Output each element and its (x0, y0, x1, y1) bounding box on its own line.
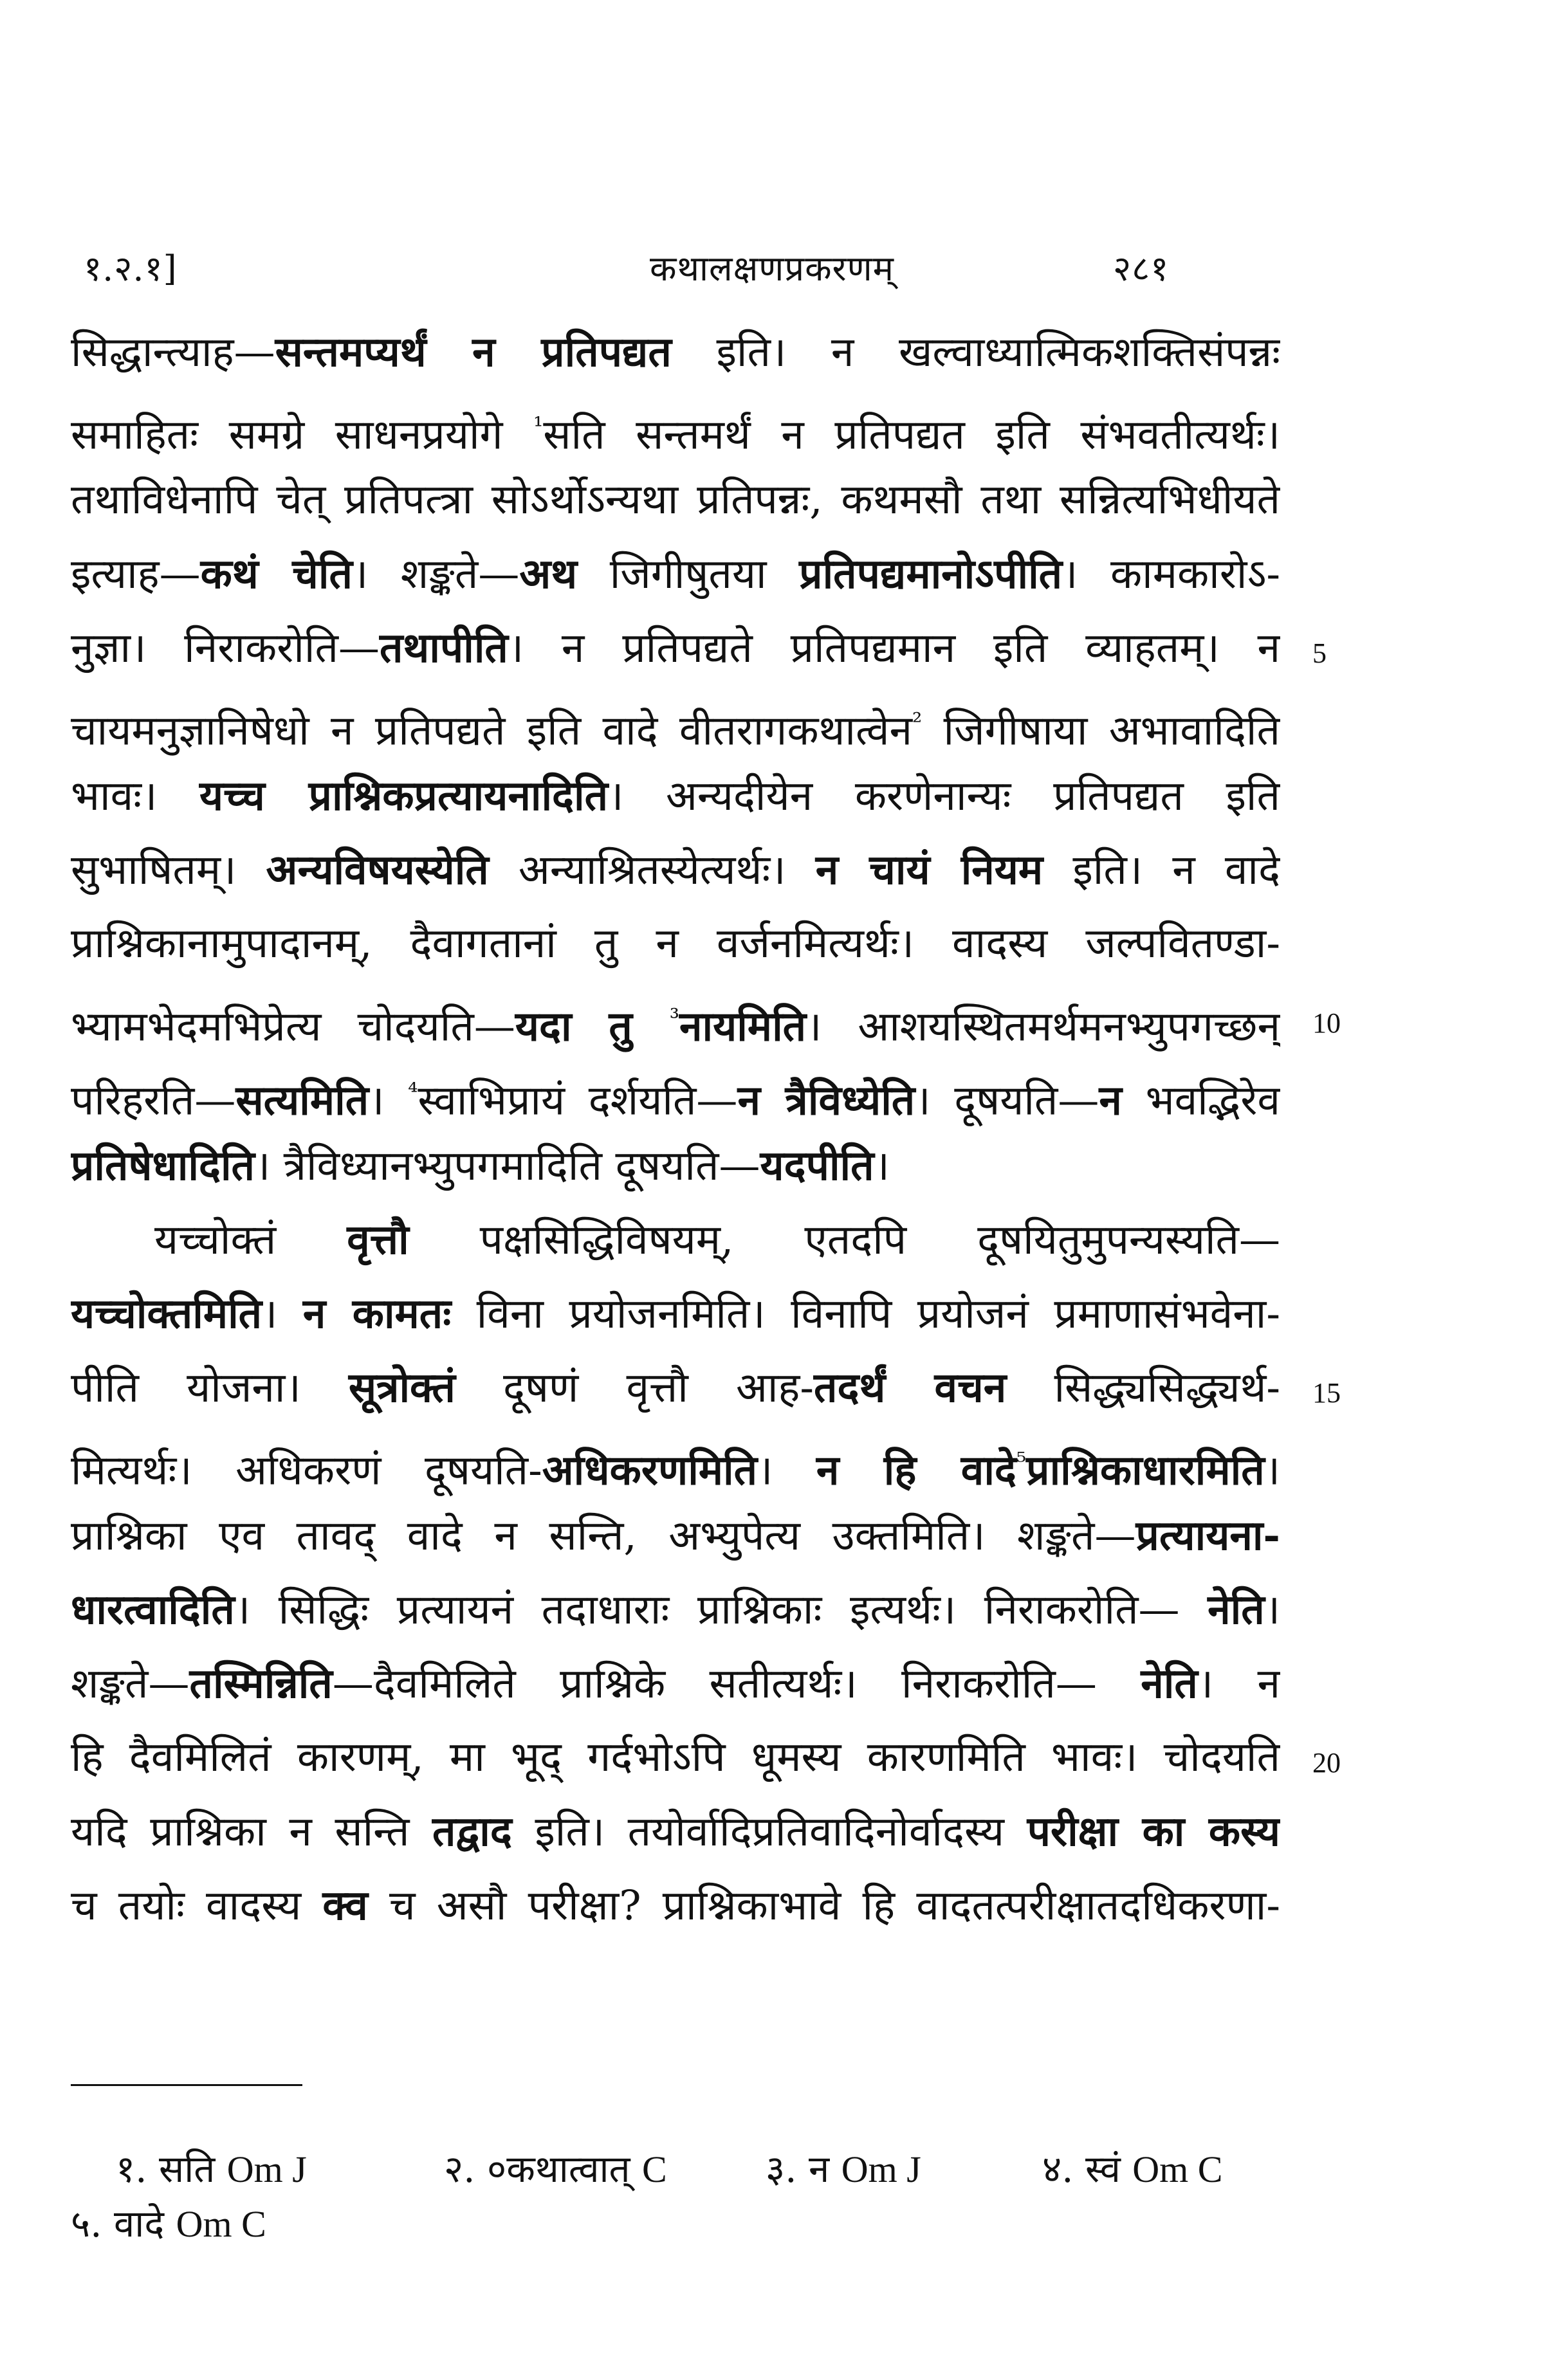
lemma-bold: यदा तु (515, 1002, 670, 1051)
text-line (71, 537, 1280, 611)
text-line (71, 1647, 1280, 1721)
text-run: । न प्रतिपद्यते प्रतिपद्यमान इति व्याहतम्। न (508, 625, 1280, 672)
text-run: । (1264, 1447, 1280, 1495)
footnote-rule (71, 2084, 302, 2086)
text-run: परिहरति— (71, 1077, 236, 1125)
footnote-marker: ⁵ (1016, 1447, 1027, 1476)
text-run: । दूषयति— (915, 1077, 1099, 1125)
line-number: 5 (1312, 637, 1327, 669)
text-line (71, 907, 1280, 981)
text-line (71, 463, 1280, 537)
footnote-item (766, 2142, 921, 2193)
lemma-bold: क्व (322, 1881, 368, 1930)
footnote-marker: ⁴ (408, 1077, 418, 1106)
text-run: । (369, 1077, 409, 1125)
lemma-bold: यच्चोक्तमिति (71, 1290, 262, 1338)
lemma-bold: तद्वाद (432, 1808, 512, 1856)
lemma-bold: नेति (1208, 1586, 1265, 1634)
text-line (71, 1869, 1280, 1943)
footnote-reading: स्वं (1073, 2147, 1133, 2191)
text-line (71, 1055, 1280, 1129)
text-run: इत्याह— (71, 551, 201, 598)
lemma-bold: न त्रैविध्येति (737, 1076, 915, 1125)
text-run: प्राश्निकानामुपादानम्, दैवागतानां तु न वर्जनमित्यर्थः। वादस्य जल्पवितण्डा- (71, 920, 1280, 967)
lemma-bold: तदर्थं वचन (814, 1364, 1007, 1412)
lemma-bold: अथ (519, 550, 578, 598)
text-run: । आशयस्थितमर्थमनभ्युपगच्छन् (806, 1003, 1280, 1051)
text-run: स्वाभिप्रायं दर्शयति— (418, 1077, 738, 1125)
lemma-bold: न (1099, 1076, 1122, 1125)
text-run: प्राश्निका एव तावद् वादे न सन्ति, अभ्युपेत्य उक्तमिति। शङ्कते— (71, 1512, 1136, 1560)
footnote-marker: ¹ (533, 412, 544, 440)
text-run: । (757, 1447, 816, 1495)
text-run: । कामकारोऽ- (1062, 551, 1280, 598)
line-number: 15 (1312, 1377, 1341, 1409)
text-run: सिद्ध्यसिद्ध्यर्थ- (1006, 1364, 1280, 1412)
lemma-bold: अन्यविषयस्येति (266, 846, 489, 894)
text-line (71, 759, 1280, 833)
footnote-siglum: C (641, 2148, 667, 2190)
line-number: 10 (1312, 1007, 1341, 1039)
text-line (71, 1203, 1280, 1277)
lemma-bold: परीक्षा का कस्य (1027, 1808, 1280, 1856)
footnote-number: १. (116, 2147, 147, 2191)
lemma-bold: प्राश्निकाधारमिति (1026, 1446, 1265, 1495)
text-run: । (874, 1142, 890, 1190)
running-title: कथालक्षणप्रकरणम् (650, 248, 894, 289)
text-run: सिद्धान्त्याह— (71, 329, 275, 376)
text-run: तथाविधेनापि चेत् प्रतिपत्त्रा सोऽर्थोऽन्यथा प्रतिपन्नः, कथमसौ तथा सन्नित्यभिधीयते (71, 476, 1280, 524)
page-section-number: १.२.१] (84, 248, 178, 289)
lemma-bold: सूत्रोक्तं (348, 1364, 455, 1412)
lemma-bold: प्रत्यायना- (1135, 1512, 1280, 1560)
footnote-marker: ² (912, 708, 923, 736)
text-run: चायमनुज्ञानिषेधो न प्रतिपद्यते इति वादे वीतरागकथात्वेन (71, 707, 913, 755)
lemma-bold: प्रतिषेधादिति (71, 1142, 255, 1190)
text-run: च तयोः वादस्य (71, 1882, 323, 1930)
text-line (71, 1129, 1280, 1203)
footnote-reading: न (796, 2147, 841, 2191)
lemma-bold: नेति (1141, 1660, 1198, 1708)
footnote-item (116, 2142, 307, 2193)
lemma-bold: सत्यमिति (235, 1076, 369, 1125)
text-line (71, 1573, 1280, 1647)
text-run: इति। तयोर्वादिप्रतिवादिनोर्वादस्य (511, 1808, 1027, 1856)
text-run: भ्यामभेदमभिप्रेत्य चोदयति— (71, 1003, 515, 1051)
lemma-bold: प्रतिपद्यमानोऽपीति (799, 550, 1063, 598)
lemma-bold: नायमिति (679, 1002, 807, 1051)
footnote-item (1042, 2142, 1222, 2193)
footnote-marker: ³ (669, 1003, 680, 1032)
text-run: दूषणं वृत्तौ आह- (455, 1364, 814, 1412)
footnote-number: ४. (1042, 2147, 1074, 2191)
text-line (71, 833, 1280, 907)
text-run: भावः। (71, 773, 200, 820)
text-run: यदि प्राश्निका न सन्ति (71, 1808, 432, 1856)
text-run: नुज्ञा। निराकरोति— (71, 625, 380, 672)
text-run: सति सन्तमर्थं न प्रतिपद्यत इति संभवतीत्यर्थः। (543, 411, 1280, 459)
text-run: यच्चोक्तं (154, 1216, 347, 1264)
footnote-siglum: Om C (176, 2203, 266, 2245)
text-run: च असौ परीक्षा? प्राश्निकाभावे हि वादतत्परीक्षातदधिकरणा- (367, 1882, 1280, 1930)
lemma-bold: यच्च प्राश्निकप्रत्यायनादिति (199, 772, 609, 820)
text-run: । (1264, 1586, 1280, 1634)
footnote-siglum: Om J (841, 2148, 921, 2190)
text-run: जिगीषुतया (577, 551, 800, 598)
text-run: जिगीषाया अभावादिति (922, 707, 1280, 755)
footnote-number: ५. (71, 2202, 102, 2246)
text-line (71, 1425, 1280, 1499)
footnote-reading: सति (147, 2147, 227, 2191)
text-run: भवद्भिरेव (1121, 1077, 1280, 1125)
text-run: इति। न वादे (1043, 847, 1280, 894)
text-line (71, 1351, 1280, 1425)
page-number: २८१ (1113, 248, 1170, 289)
text-run: । सिद्धिः प्रत्यायनं तदाधाराः प्राश्निकाः इत्यर्थः। निराकरोति— (234, 1586, 1208, 1634)
lemma-bold: यदपीति (760, 1142, 874, 1190)
text-line (71, 685, 1280, 759)
text-run: —दैवमिलिते प्राश्निके सतीत्यर्थः। निराकरोति— (332, 1660, 1141, 1708)
text-run: विना प्रयोजनमिति। विनापि प्रयोजनं प्रमाणासंभवेना- (451, 1290, 1280, 1338)
text-run: समाहितः समग्रे साधनप्रयोगे (71, 411, 534, 459)
footnote-reading: ०कथात्वात् (475, 2147, 642, 2191)
text-line (71, 1721, 1280, 1795)
text-line (71, 1795, 1280, 1869)
text-run: । त्रैविध्यानभ्युपगमादिति दूषयति— (255, 1142, 760, 1190)
text-run: हि दैवमिलितं कारणम्, मा भूद् गर्दभोऽपि धूमस्य कारणमिति भावः। चोदयति (71, 1734, 1280, 1781)
text-line (71, 981, 1280, 1055)
lemma-bold: धारत्वादिति (71, 1586, 235, 1634)
footnote-number: २. (444, 2147, 475, 2191)
lemma-bold: न चायं नियम (815, 846, 1043, 894)
footnote-siglum: Om C (1132, 2148, 1223, 2190)
footnote-number: ३. (766, 2147, 797, 2191)
text-run: सुभाषितम्। (71, 847, 266, 894)
text-run: इति। न खल्वाध्यात्मिकशक्तिसंपन्नः (671, 329, 1280, 376)
text-run: मित्यर्थः। अधिकरणं दूषयति- (71, 1447, 542, 1495)
lemma-bold: सन्तमप्यर्थं न प्रतिपद्यत (275, 328, 672, 376)
text-run: । न (1197, 1660, 1280, 1708)
text-run: । शङ्कते— (352, 551, 520, 598)
footnote-siglum: Om J (226, 2148, 307, 2190)
footnote-reading: वादे (102, 2202, 176, 2246)
text-line (71, 1277, 1280, 1351)
lemma-bold: तस्मिन्निति (189, 1660, 333, 1708)
lemma-bold: वृत्तौ (347, 1216, 409, 1264)
lemma-bold: न कामतः (302, 1290, 452, 1338)
text-line (71, 611, 1280, 685)
text-run: । अन्यदीयेन करणेनान्यः प्रतिपद्यत इति (608, 773, 1280, 820)
text-run: अन्याश्रितस्येत्यर्थः। (488, 847, 816, 894)
lemma-bold: कथं चेति (200, 550, 353, 598)
lemma-bold: न हि वादे (816, 1446, 1016, 1495)
lemma-bold: अधिकरणमिति (542, 1446, 758, 1495)
text-line (71, 1499, 1280, 1573)
main-text (71, 315, 1280, 1943)
text-run: पीति योजना। (71, 1364, 349, 1412)
text-line (71, 389, 1280, 463)
line-number: 20 (1312, 1747, 1341, 1779)
text-run: पक्षसिद्धिविषयम्, एतदपि दूषयितुमुपन्यस्यति— (409, 1216, 1280, 1264)
footnote-item (71, 2197, 266, 2247)
footnote-item (444, 2142, 667, 2193)
text-run: शङ्कते— (71, 1660, 190, 1708)
text-run: । (262, 1290, 303, 1338)
lemma-bold: तथापीति (379, 624, 508, 672)
text-line (71, 315, 1280, 389)
